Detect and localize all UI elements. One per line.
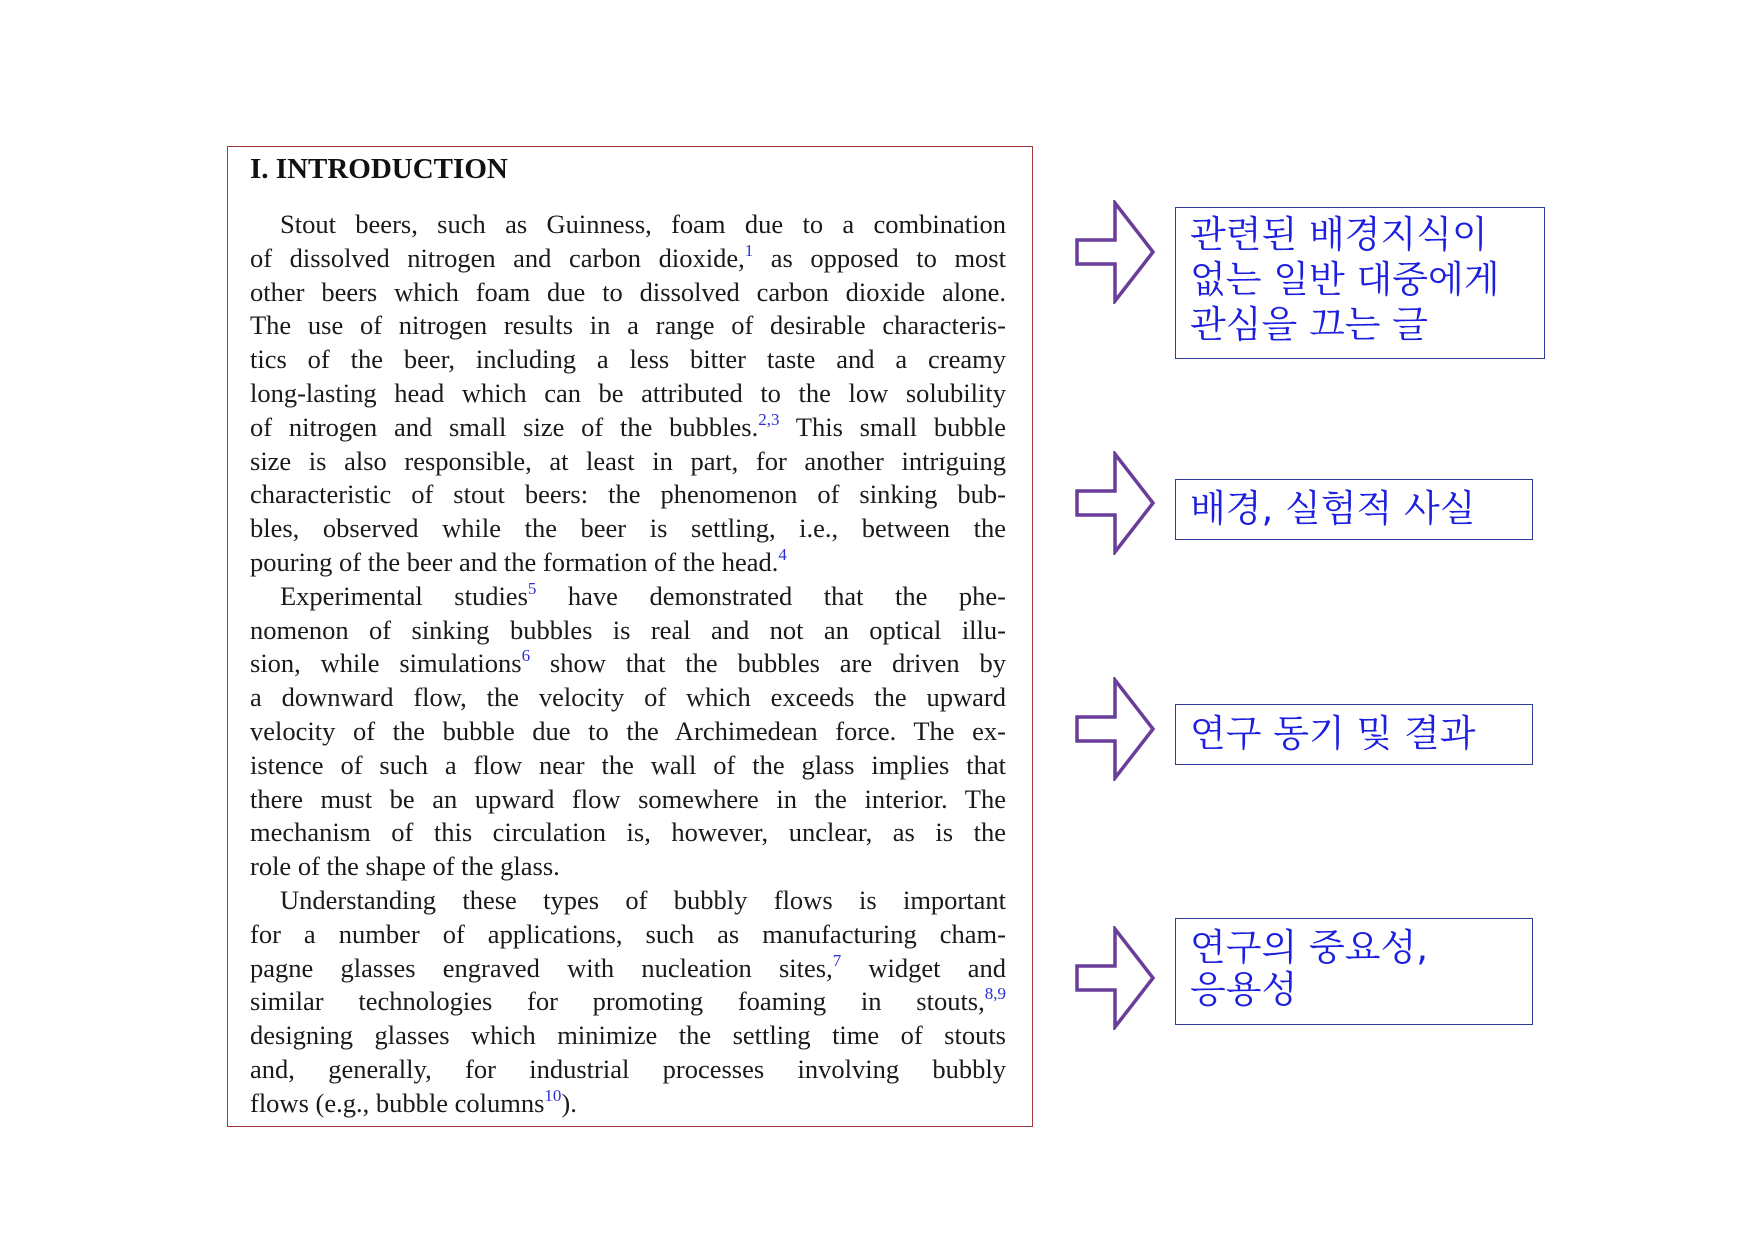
text-line [250, 242, 1006, 276]
text-line [250, 377, 1006, 411]
annotation-box [1175, 918, 1533, 1025]
text-run: have demonstrated that the phe- [536, 580, 1006, 611]
text-line [250, 816, 1006, 850]
annotation-line: 없는 일반 대중에게 [1190, 258, 1500, 301]
text-line [250, 884, 1006, 918]
annotation-line: 응용성 [1190, 968, 1298, 1011]
text-run: flows (e.g., bubble columns [250, 1087, 545, 1118]
text-run: The use of nitrogen results in a range of desirable characteris- [250, 310, 1006, 341]
text-run: ). [561, 1087, 577, 1118]
text-run: nomenon of sinking bubbles is real and not an optical illu- [250, 614, 1006, 645]
annotation-line: 관심을 끄는 글 [1190, 303, 1428, 346]
annotation-box [1175, 207, 1545, 359]
text-line [250, 850, 1006, 884]
text-line [250, 614, 1006, 648]
text-line [250, 546, 1006, 580]
text-run: other beers which foam due to dissolved carbon dioxide alone. [250, 276, 1006, 307]
right-arrow-icon [1075, 926, 1157, 1030]
text-run: long-lasting head which can be attributed to the low solubility [250, 377, 1006, 408]
text-run: This small bubble [779, 411, 1006, 442]
citation-number: 4 [778, 544, 787, 564]
paper-excerpt [227, 146, 1033, 1127]
text-run: role of the shape of the glass. [250, 851, 560, 882]
section-heading: I. INTRODUCTION [250, 153, 508, 185]
annotation-line: 연구의 중요성, [1190, 926, 1428, 969]
text-run: of dissolved nitrogen and carbon dioxide, [250, 242, 745, 273]
text-line [250, 512, 1006, 546]
text-line [250, 681, 1006, 715]
text-line [250, 1019, 1006, 1053]
citation-number: 10 [544, 1085, 562, 1105]
text-run: size is also responsible, at least in part, for another intriguing [250, 445, 1006, 476]
text-run: as opposed to most [753, 242, 1006, 273]
citation-number: 2,3 [758, 409, 780, 429]
text-line [250, 715, 1006, 749]
text-line [250, 580, 1006, 614]
text-line [250, 918, 1006, 952]
text-line [250, 1053, 1006, 1087]
text-line [250, 478, 1006, 512]
text-run: mechanism of this circulation is, however, unclear, as is the [250, 817, 1006, 848]
text-run: velocity of the bubble due to the Archimedean force. The ex- [250, 715, 1006, 746]
text-line [250, 749, 1006, 783]
citation-number: 7 [832, 950, 842, 970]
text-line [250, 309, 1006, 343]
right-arrow-icon [1075, 677, 1157, 781]
text-line [250, 1087, 1006, 1121]
text-run: Stout beers, such as Guinness, foam due to a combination [280, 209, 1006, 239]
annotation-box [1175, 704, 1533, 765]
text-run: widget and [841, 952, 1006, 983]
annotation-box [1175, 479, 1533, 540]
citation-number: 5 [527, 578, 537, 598]
text-line [250, 343, 1006, 377]
text-run: and, generally, for industrial processes involving bubbly [250, 1053, 1006, 1084]
text-line [250, 445, 1006, 479]
text-run: istence of such a flow near the wall of the glass implies that [250, 749, 1006, 780]
text-line [250, 276, 1006, 310]
text-run: Understanding these types of bubbly flows is important [280, 884, 1006, 915]
text-run: there must be an upward flow somewhere in the interior. The [250, 783, 1006, 814]
citation-number: 8,9 [984, 984, 1006, 1004]
right-arrow-icon [1075, 200, 1157, 304]
annotation-line: 연구 동기 및 결과 [1190, 712, 1476, 755]
text-run: Experimental studies [280, 580, 528, 611]
citation-number: 6 [521, 646, 531, 666]
text-line [250, 208, 1006, 242]
right-arrow-icon [1075, 451, 1157, 555]
citation-number: 1 [744, 240, 754, 260]
annotation-line: 배경, 실험적 사실 [1190, 487, 1476, 530]
text-run: for a number of applications, such as manufacturing cham- [250, 918, 1006, 949]
text-run: pouring of the beer and the formation of the head. [250, 546, 779, 577]
text-run: sion, while simulations [250, 648, 522, 679]
text-run: pagne glasses engraved with nucleation sites, [250, 952, 833, 983]
text-line [250, 783, 1006, 817]
text-line [250, 647, 1006, 681]
text-line [250, 411, 1006, 445]
text-line [250, 952, 1006, 986]
text-run: show that the bubbles are driven by [530, 648, 1007, 679]
introduction-text [250, 208, 1006, 1121]
text-run: bles, observed while the beer is settling, i.e., between the [250, 513, 1006, 544]
text-run: characteristic of stout beers: the phenomenon of sinking bub- [250, 479, 1006, 510]
text-run: of nitrogen and small size of the bubbles. [250, 411, 759, 442]
text-run: designing glasses which minimize the settling time of stouts [250, 1020, 1006, 1051]
text-run: a downward flow, the velocity of which exceeds the upward [250, 682, 1006, 713]
text-run: tics of the beer, including a less bitter taste and a creamy [250, 344, 1006, 375]
annotation-line: 관련된 배경지식이 [1190, 213, 1488, 256]
text-run: similar technologies for promoting foaming in stouts, [250, 986, 985, 1017]
text-line [250, 985, 1006, 1019]
